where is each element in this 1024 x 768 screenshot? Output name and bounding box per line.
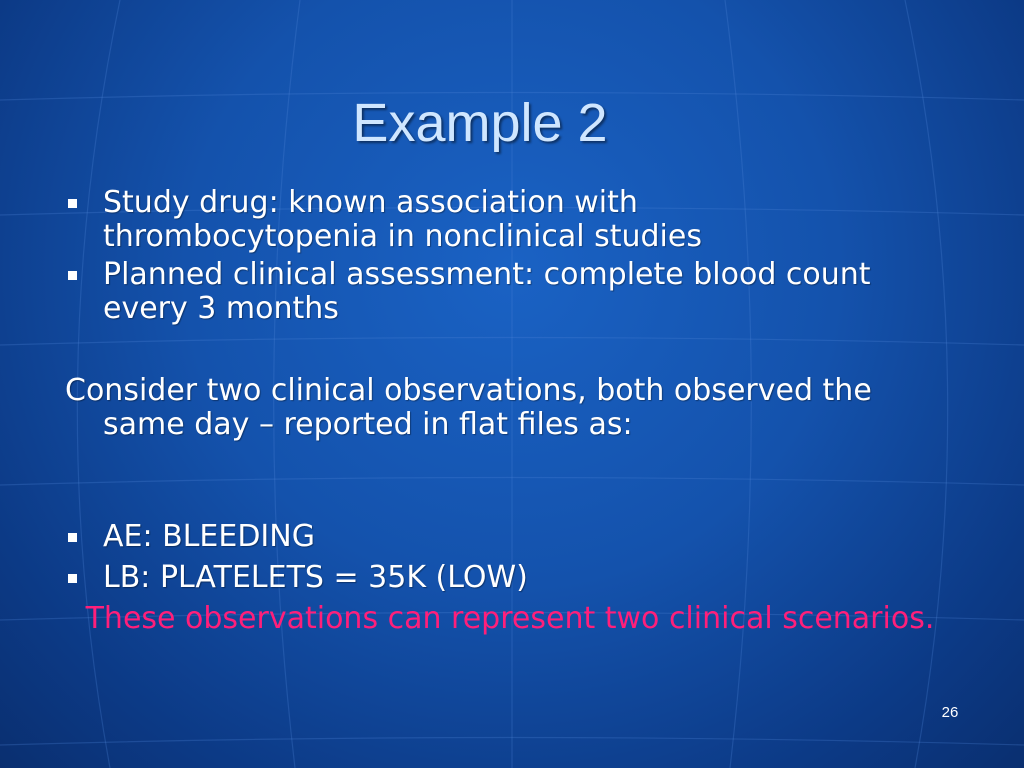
square-bullet-icon xyxy=(68,271,77,280)
bullet-lb-platelets xyxy=(103,561,803,595)
bullet-study-drug xyxy=(103,186,893,254)
bullet-text: Planned clinical assessment: complete blood count every 3 months xyxy=(103,257,871,326)
square-bullet-icon xyxy=(68,199,77,208)
square-bullet-icon xyxy=(68,574,77,583)
bullet-text: Study drug: known association with thrombocytopenia in nonclinical studies xyxy=(103,185,702,254)
page-number: 26 xyxy=(941,704,959,721)
bullet-planned-assessment xyxy=(103,258,903,326)
bullet-text: LB: PLATELETS = 35K (LOW) xyxy=(103,560,528,595)
bullet-ae-bleeding xyxy=(103,520,803,554)
scenarios-note: These observations can represent two clinical scenarios. xyxy=(85,601,935,636)
slide-title: Example 2 xyxy=(352,93,608,153)
square-bullet-icon xyxy=(68,533,77,542)
consider-paragraph: Consider two clinical observations, both observed the same day – reported in flat files as: xyxy=(65,373,872,442)
bullet-text: AE: BLEEDING xyxy=(103,519,315,554)
